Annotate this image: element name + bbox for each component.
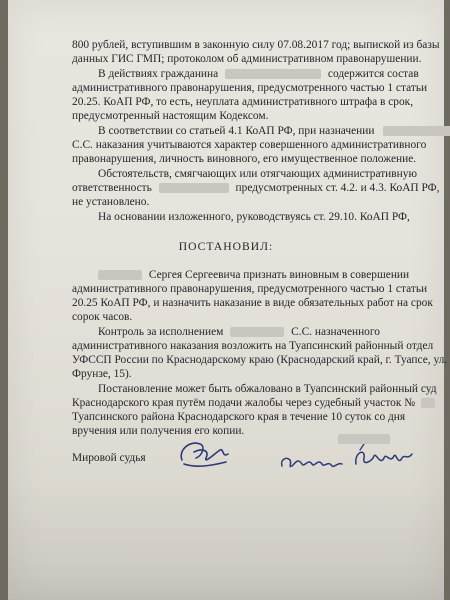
document-page (8, 0, 448, 600)
redacted-number (421, 398, 435, 408)
text-fragment: В соответствии со статьей 4.1 КоАП РФ, при назначении (98, 125, 375, 137)
text-line: Фрунзе, 15). (72, 368, 132, 380)
redacted-name (159, 183, 229, 193)
text-line: 800 рублей, вступившим в законную силу 07.08.2017 год; выпиской из базы (72, 39, 440, 51)
text-line: административного правонарушения, предусмотренного частью 1 статьи (72, 82, 428, 94)
text-fragment: С.С. назначенного (291, 326, 380, 338)
text-line: вручения или получения его копии. (72, 425, 245, 437)
text-line (98, 67, 419, 81)
handwritten-name-mark (276, 444, 346, 476)
text-line: данных ГИС ГМП; протоколом об административном правонарушении. (72, 53, 422, 65)
redacted-name (98, 270, 142, 280)
text-line (72, 396, 435, 410)
handwritten-surname-mark (350, 440, 416, 474)
text-fragment: ответственность (72, 182, 152, 194)
text-fragment: Краснодарского края путём подачи жалобы через судебный участок № (72, 397, 416, 409)
redacted-signer-name (338, 434, 390, 444)
signature-image (176, 434, 236, 474)
text-line: 20.25. КоАП РФ, то есть, неуплата административного штрафа в срок, (72, 96, 414, 108)
redacted-name (225, 69, 321, 79)
text-fragment: предусмотренных ст. 4.2. и 4.3. КоАП РФ, (235, 182, 440, 194)
text-line (98, 268, 409, 282)
text-line: На основании изложенного, руководствуясь ст. 29.10. КоАП РФ, (98, 211, 410, 223)
text-line (98, 124, 450, 138)
redacted-name (383, 126, 450, 136)
text-line: Обстоятельств, смягчающих или отягчающих административную (98, 168, 417, 180)
text-line (98, 325, 380, 339)
text-line: предусмотренный настоящим Кодексом. (72, 110, 269, 122)
section-heading: ПОСТАНОВИЛ: (178, 240, 274, 253)
text-fragment: содержится состав (327, 68, 419, 80)
text-fragment: Сергея Сергеевича признать виновным в совершении (148, 269, 410, 281)
text-line: 20.25 КоАП РФ, и назначить наказание в виде обязательных работ на срок (72, 297, 433, 309)
signer-label: Мировой судья (72, 452, 146, 464)
text-line: административного правонарушения, предусмотренного частью 1 статьи (72, 283, 428, 295)
text-fragment: Контроль за исполнением (98, 326, 224, 338)
text-line: Постановление может быть обжаловано в Туапсинский районный суд (98, 383, 437, 395)
page-shading (8, 480, 444, 600)
text-line: сорок часов. (72, 311, 133, 323)
text-line (72, 181, 439, 195)
redacted-name (230, 327, 284, 337)
text-line: Туапсинского района Краснодарского края в течение 10 суток со дня (72, 411, 406, 423)
text-line: С.С. наказания учитываются характер совершенного административного (72, 139, 427, 151)
text-fragment: В действиях гражданина (98, 68, 219, 80)
text-line: УФССП России по Краснодарскому краю (Краснодарский край, г. Туапсе, ул. (72, 354, 448, 366)
text-line: не установлено. (72, 196, 150, 208)
text-line: правонарушения, личность виновного, его имущественное положение. (72, 153, 417, 165)
text-line: административного наказания возложить на Туапсинский районный отдел (72, 340, 434, 352)
